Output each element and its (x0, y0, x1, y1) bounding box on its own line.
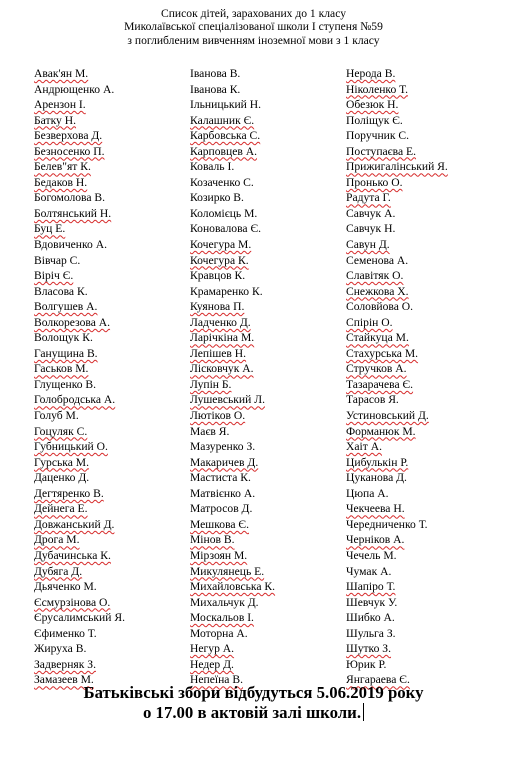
list-item (346, 377, 448, 393)
list-item (190, 517, 275, 533)
list-item (34, 532, 125, 548)
student-name: Мірзоян М. (190, 548, 248, 562)
list-item (34, 97, 125, 113)
student-name: Поручник С. (346, 129, 410, 143)
list-item (346, 237, 448, 253)
list-item (34, 641, 125, 657)
list-item (190, 206, 275, 222)
student-name: Дубяга Д. (34, 564, 83, 578)
student-name: Мастиста К. (190, 471, 251, 485)
student-name: Тазарачева Є. (346, 377, 414, 391)
list-item (190, 268, 275, 284)
list-item (190, 657, 275, 673)
student-name: Вдовиченко А. (34, 238, 108, 252)
list-item (346, 268, 448, 284)
list-item (34, 424, 125, 440)
list-item (34, 626, 125, 642)
student-name: Кочегура К. (190, 253, 249, 267)
list-item (190, 159, 275, 175)
student-name: Коваль І. (190, 160, 235, 174)
student-name: Волощук К. (34, 331, 93, 345)
student-name: Хаіт А. (346, 440, 382, 454)
student-name: Волкорезова А. (34, 315, 111, 329)
document-header (0, 7, 507, 47)
list-item (34, 299, 125, 315)
list-item (190, 284, 275, 300)
student-name: Славітяк О. (346, 269, 404, 283)
student-name: Шапіро Т. (346, 580, 396, 594)
list-item (346, 579, 448, 595)
list-item (346, 175, 448, 191)
list-item (34, 564, 125, 580)
list-item (346, 626, 448, 642)
student-name: Шевчук У. (346, 595, 398, 609)
list-item (346, 470, 448, 486)
list-item (34, 392, 125, 408)
student-name: Дейнега Е. (34, 502, 88, 516)
student-name: Савчук Н. (346, 222, 396, 236)
student-name: Єрусалимський Я. (34, 611, 125, 625)
student-name: Єфименко Т. (34, 626, 97, 640)
student-name: Жируха В. (34, 642, 87, 656)
student-name: Стручков А. (346, 362, 407, 376)
list-item (34, 377, 125, 393)
announcement-line-2-text: о 17.00 в актовій залі школи. (142, 703, 362, 722)
list-item (190, 501, 275, 517)
student-name: Кравцов К. (190, 269, 246, 283)
list-item (346, 299, 448, 315)
list-item (190, 97, 275, 113)
list-item (34, 501, 125, 517)
student-name: Волгушев А. (34, 300, 98, 314)
student-name: Дьяченко М. (34, 580, 97, 594)
list-item (190, 175, 275, 191)
list-item (34, 128, 125, 144)
student-name: Коновалова Є. (190, 222, 262, 236)
student-name: Лютіков О. (190, 409, 246, 423)
student-name: Лушевський Л. (190, 393, 265, 407)
list-item (190, 190, 275, 206)
list-item (190, 253, 275, 269)
list-item (34, 517, 125, 533)
student-name: Задверняк З. (34, 657, 96, 671)
list-item (34, 486, 125, 502)
list-item (346, 190, 448, 206)
list-item (34, 237, 125, 253)
student-name: Болтянський Н. (34, 206, 112, 220)
student-name: Авак'ян М. (34, 67, 89, 80)
student-name: Цуканова Д. (346, 471, 407, 485)
header-line-1: Список дітей, зарахованих до 1 класу (161, 7, 346, 20)
list-item (190, 299, 275, 315)
student-name: Ганущина В. (34, 346, 98, 360)
names-column-1 (34, 66, 125, 688)
student-name: Прижигалінський Я. (346, 160, 448, 174)
student-name: Форманюк М. (346, 424, 416, 438)
list-item (34, 470, 125, 486)
announcement-line-2 (0, 703, 507, 723)
list-item (190, 641, 275, 657)
list-item (34, 595, 125, 611)
list-item (190, 377, 275, 393)
student-name: Дегтяренко В. (34, 486, 104, 500)
student-name: Лісковчук А. (190, 362, 254, 376)
list-item (190, 315, 275, 331)
student-name: Богомолова В. (34, 191, 106, 205)
list-item (34, 408, 125, 424)
student-name: Безверхова Д. (34, 129, 103, 143)
student-name: Негур А. (190, 642, 235, 656)
student-name: Дубачинська К. (34, 548, 111, 562)
student-name: Мінов В. (190, 533, 235, 547)
student-name: Савчук А. (346, 206, 396, 220)
list-item (34, 144, 125, 160)
list-item (34, 579, 125, 595)
student-name: Вівчар С. (34, 253, 81, 267)
list-item (346, 113, 448, 129)
list-item (346, 82, 448, 98)
student-name: Цибулькін Р. (346, 455, 409, 469)
list-item (190, 330, 275, 346)
student-name: Шутко З. (346, 642, 392, 656)
student-name: Ларічкіна М. (190, 331, 255, 345)
list-item (190, 470, 275, 486)
student-name: Поступаєва Е. (346, 144, 416, 158)
list-item (190, 455, 275, 471)
list-item (34, 346, 125, 362)
list-item (34, 159, 125, 175)
list-item (34, 330, 125, 346)
student-name: Лупін Б. (190, 377, 232, 391)
list-item (346, 128, 448, 144)
list-item (34, 315, 125, 331)
list-item (34, 361, 125, 377)
student-name: Нерода В. (346, 67, 396, 80)
student-name: Віріч Є. (34, 269, 74, 283)
list-item (190, 424, 275, 440)
list-item (346, 455, 448, 471)
list-item (190, 595, 275, 611)
student-name: Снежкова Х. (346, 284, 409, 298)
student-name: Моторна А. (190, 626, 248, 640)
student-name: Матвієнко А. (190, 486, 256, 500)
meeting-announcement (0, 683, 507, 723)
list-item (346, 517, 448, 533)
list-item (346, 501, 448, 517)
student-name: Соловйова О. (346, 300, 414, 314)
list-item (190, 128, 275, 144)
header-line-2: Миколаївської спеціалізованої школи І ступеня №59 (124, 20, 383, 34)
list-item (346, 564, 448, 580)
announcement-line-1: Батьківські збори відбудуться 5.06.2019 року (83, 683, 424, 702)
student-name: Єсмурзінова О. (34, 595, 111, 609)
student-name: Недер Д. (190, 657, 234, 671)
student-name: Буц Е. (34, 222, 66, 236)
student-name: Юрик Р. (346, 657, 387, 671)
list-item (190, 237, 275, 253)
student-name: Чумак А. (346, 564, 392, 578)
student-name: Чечель М. (346, 548, 397, 562)
student-name: Радута Г. (346, 191, 391, 205)
student-name: Чередниченко Т. (346, 517, 428, 531)
student-name: Поліщук Є. (346, 113, 403, 127)
student-name: Ладченко Д. (190, 315, 251, 329)
student-name: Непеїна В. (190, 673, 243, 687)
student-name: Коломієць М. (190, 206, 258, 220)
student-name: Цюпа А. (346, 486, 389, 500)
list-item (34, 657, 125, 673)
list-item (346, 253, 448, 269)
list-item (34, 206, 125, 222)
student-name: Андрющенко А. (34, 82, 115, 96)
list-item (346, 97, 448, 113)
student-name: Власова К. (34, 284, 88, 298)
names-column-2 (190, 66, 275, 688)
student-name: Куянова П. (190, 300, 245, 314)
list-item (190, 361, 275, 377)
list-item (34, 253, 125, 269)
student-name: Крамаренко К. (190, 284, 263, 298)
list-item (346, 330, 448, 346)
student-name: Кочегура М. (190, 238, 252, 252)
student-name: Козаченко С. (190, 175, 254, 189)
student-name: Москальов І. (190, 611, 254, 625)
list-item (190, 548, 275, 564)
student-name: Губницький О. (34, 440, 108, 454)
list-item (34, 548, 125, 564)
list-item (346, 361, 448, 377)
list-item (346, 641, 448, 657)
student-name: Шульга З. (346, 626, 396, 640)
student-name: Ніколенко Т. (346, 82, 408, 96)
list-item (190, 579, 275, 595)
names-column-3 (346, 66, 448, 688)
student-name: Голуб М. (34, 409, 79, 423)
student-name: Чекчеева Н. (346, 502, 405, 516)
text-cursor (363, 703, 364, 721)
student-name: Шибко А. (346, 611, 395, 625)
list-item (190, 144, 275, 160)
student-name: Арензон І. (34, 98, 86, 112)
student-name: Безносенко П. (34, 144, 105, 158)
list-item (346, 66, 448, 82)
list-item (346, 548, 448, 564)
student-name: Ільницький Н. (190, 98, 262, 112)
student-name: Калашник Є. (190, 113, 255, 127)
list-item (190, 564, 275, 580)
student-name: Мазуренко З. (190, 440, 256, 454)
list-item (190, 392, 275, 408)
list-item (190, 532, 275, 548)
list-item (34, 190, 125, 206)
list-item (190, 113, 275, 129)
student-name: Обезюк Н. (346, 98, 399, 112)
student-name: Матросов Д. (190, 502, 253, 516)
list-item (346, 346, 448, 362)
student-name: Михальчук Д. (190, 595, 259, 609)
list-item (346, 610, 448, 626)
list-item (190, 439, 275, 455)
student-name: Семенова А. (346, 253, 409, 267)
student-name: Карповцев А. (190, 144, 257, 158)
student-name: Белев"ят К. (34, 160, 91, 174)
student-name: Микулянець Е. (190, 564, 265, 578)
student-name: Іванова В. (190, 67, 241, 80)
student-name: Гоцуляк С. (34, 424, 88, 438)
list-item (34, 439, 125, 455)
student-name: Гурська М. (34, 455, 89, 469)
list-item (190, 66, 275, 82)
student-name: Савун Д. (346, 238, 390, 252)
student-name: Даценко Д. (34, 471, 90, 485)
list-item (190, 486, 275, 502)
student-name: Глущенко В. (34, 377, 97, 391)
student-name: Пронько О. (346, 175, 403, 189)
list-item (346, 206, 448, 222)
list-item (346, 284, 448, 300)
list-item (346, 657, 448, 673)
student-name: Батку Н. (34, 113, 77, 127)
list-item (346, 392, 448, 408)
list-item (34, 66, 125, 82)
list-item (190, 408, 275, 424)
list-item (346, 408, 448, 424)
student-name: Довжанський Д. (34, 517, 115, 531)
list-item (34, 455, 125, 471)
student-name: Стайкуца М. (346, 331, 409, 345)
list-item (34, 82, 125, 98)
list-item (346, 144, 448, 160)
student-name: Маєв Я. (190, 424, 230, 438)
student-name: Іванова К. (190, 82, 241, 96)
list-item (346, 532, 448, 548)
student-name: Гаськов М. (34, 362, 89, 376)
student-name: Голобродська А. (34, 393, 116, 407)
header-line-3: з поглибленим вивченням іноземної мови з 1 класу (127, 33, 380, 47)
student-name: Черніков А. (346, 533, 405, 547)
list-item (34, 113, 125, 129)
list-item (346, 439, 448, 455)
list-item (34, 268, 125, 284)
student-name: Михайловська К. (190, 580, 276, 594)
list-item (190, 626, 275, 642)
student-name: Мешкова Є. (190, 517, 249, 531)
list-item (346, 159, 448, 175)
student-name: Дрога М. (34, 533, 80, 547)
list-item (34, 175, 125, 191)
list-item (190, 346, 275, 362)
student-name: Стахурська М. (346, 346, 419, 360)
student-name: Макаричев Д. (190, 455, 259, 469)
student-name: Карбовська С. (190, 129, 261, 143)
student-name: Козирко В. (190, 191, 244, 205)
list-item (34, 221, 125, 237)
student-name: Тарасов Я. (346, 393, 399, 407)
list-item (190, 82, 275, 98)
list-item (34, 284, 125, 300)
student-name: Янгараева Є. (346, 673, 410, 687)
list-item (190, 610, 275, 626)
list-item (34, 610, 125, 626)
list-item (346, 486, 448, 502)
list-item (346, 595, 448, 611)
list-item (346, 315, 448, 331)
list-item (190, 221, 275, 237)
student-name: Лепішев Н. (190, 346, 247, 360)
student-name: Замазеев М. (34, 673, 94, 687)
student-name: Бедаков Н. (34, 175, 88, 189)
list-item (346, 424, 448, 440)
list-item (346, 221, 448, 237)
student-name: Устиновський Д. (346, 409, 429, 423)
student-name: Спірін О. (346, 315, 393, 329)
